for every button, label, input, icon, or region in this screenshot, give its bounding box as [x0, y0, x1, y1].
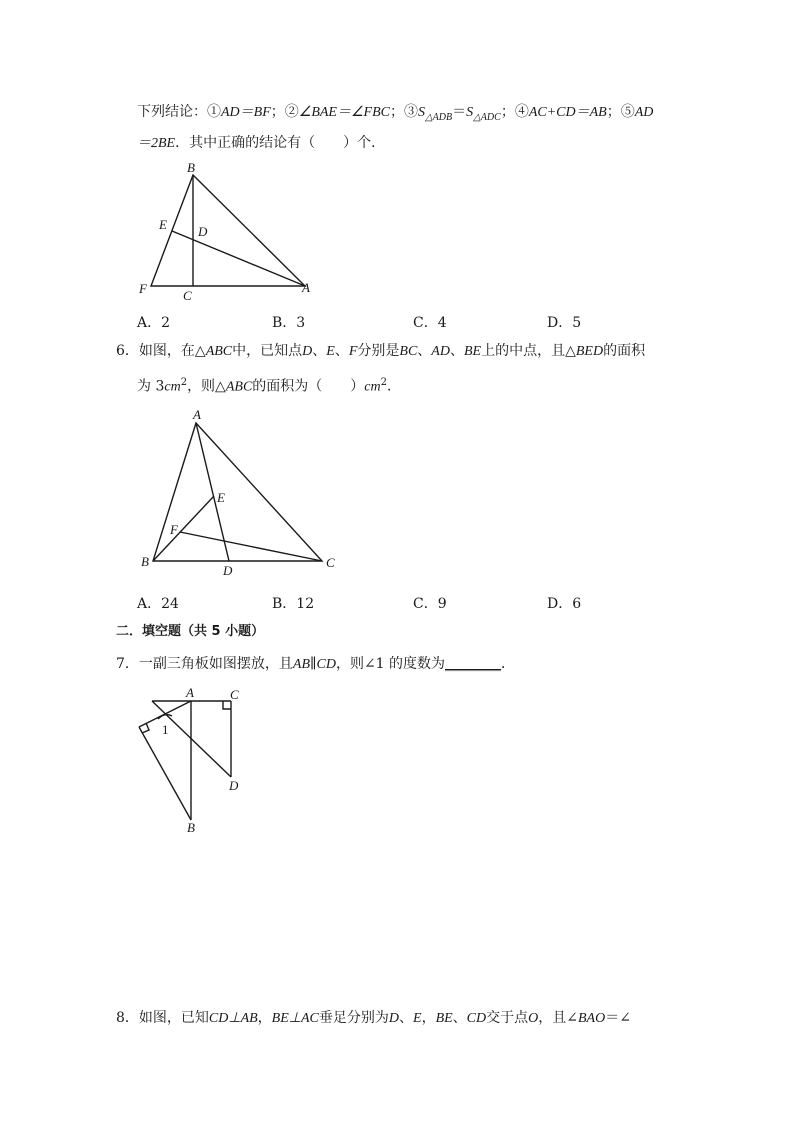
- text: 垂足分别为: [318, 1010, 389, 1026]
- segment-bc: BC: [399, 344, 418, 359]
- separator: 、: [334, 343, 349, 359]
- q5-option-a[interactable]: A．2: [137, 315, 171, 331]
- q7-right-angle-c: [223, 701, 231, 709]
- q5-conclusion-5-number: ⑤: [620, 104, 635, 120]
- q6-label-e: E: [217, 490, 225, 505]
- separator: 、: [312, 343, 327, 359]
- q5-conclusion-1-number: ①: [207, 104, 221, 120]
- q7-label-d: D: [229, 778, 239, 793]
- text: ，且∠: [538, 1010, 578, 1026]
- point-o: O: [528, 1011, 539, 1026]
- separator: ；: [500, 104, 515, 120]
- separator: ；: [389, 104, 404, 120]
- q7-label-a: A: [186, 685, 194, 700]
- text: 中，已知点: [232, 343, 303, 359]
- separator: 、: [399, 1010, 413, 1026]
- separator: 、: [452, 1010, 467, 1026]
- unit-cm: cm: [164, 379, 181, 395]
- q8-number: 8．: [116, 1010, 139, 1026]
- q5-conclusion-5: AD: [634, 105, 654, 120]
- text: 为 3: [137, 378, 165, 395]
- text: 如图，已知: [138, 1010, 209, 1026]
- segment-be: BE: [435, 1011, 453, 1026]
- q5-area-sub-adc: △ADC: [473, 111, 501, 123]
- separator: ；: [270, 104, 285, 120]
- separator: ；: [606, 104, 621, 120]
- q6-option-a[interactable]: A．24: [137, 596, 179, 612]
- triangle-bed: BED: [575, 344, 604, 359]
- q5-label-d: D: [198, 224, 208, 239]
- segment-cd: CD: [316, 657, 336, 672]
- q5-prefix: 下列结论：: [137, 104, 207, 120]
- triangle-abc: ABC: [205, 344, 233, 359]
- q5-question-suffix: ．其中正确的结论有（ ）个．: [175, 135, 386, 151]
- segment-ad: AD: [431, 344, 450, 359]
- q6-option-d[interactable]: D．6: [547, 596, 582, 612]
- text: 的面积: [603, 343, 646, 359]
- q5-label-c: C: [183, 288, 192, 303]
- text: ．: [387, 378, 401, 395]
- separator: 、: [449, 343, 464, 359]
- q5-option-c[interactable]: C．4: [413, 315, 447, 331]
- unit-cm: cm: [364, 379, 381, 395]
- q5-conclusion-1: AD＝BF: [221, 105, 271, 120]
- unit-exponent: 2: [180, 377, 188, 388]
- q5-conclusion-4: AC+CD＝AB: [528, 105, 607, 120]
- q6-number: 6．: [116, 343, 139, 359]
- q5-label-e: E: [159, 217, 167, 232]
- q5-option-d[interactable]: D．5: [547, 315, 582, 331]
- text: ，则△: [187, 378, 226, 395]
- be-perp-ac: BE⊥AC: [271, 1011, 319, 1026]
- q6-label-a: A: [193, 407, 201, 422]
- parallel-symbol: ∥: [310, 656, 317, 672]
- text: ＝∠: [605, 1010, 631, 1026]
- segment-be: BE: [463, 344, 482, 359]
- text: 分别是: [357, 343, 400, 359]
- text: 的面积为（ ）: [252, 378, 365, 395]
- q6-label-c: C: [326, 555, 335, 570]
- q7-label-b: B: [187, 820, 195, 835]
- q7-label-c: C: [230, 687, 239, 702]
- q7-segment-lower-leg: [139, 727, 191, 820]
- q5-conclusion-4-number: ④: [514, 104, 529, 120]
- point-e: E: [326, 344, 335, 359]
- q8-statement: [116, 1008, 631, 1029]
- q7-label-angle-1: 1: [162, 722, 169, 737]
- unit-exponent: 2: [380, 377, 387, 388]
- q5-area-sub-adb: △ADB: [424, 111, 453, 123]
- q6-label-f: F: [170, 522, 178, 537]
- point-e: E: [413, 1011, 422, 1026]
- point-d: D: [302, 344, 313, 359]
- separator: ，: [421, 1010, 436, 1026]
- triangle-abc: ABC: [225, 379, 253, 395]
- text: 如图，在△: [138, 343, 206, 359]
- segment-cd: CD: [466, 1011, 487, 1026]
- q5-conclusion-5-cont: ＝2BE: [137, 136, 176, 151]
- q5-conclusion-3-number: ③: [403, 104, 418, 120]
- separator: 、: [417, 343, 432, 359]
- point-f: F: [348, 344, 358, 359]
- q5-conclusion-2-number: ②: [284, 104, 299, 120]
- text: ，则∠1 的度数为: [335, 656, 446, 672]
- segment-ab: AB: [292, 657, 311, 672]
- q5-label-f: F: [139, 281, 147, 296]
- q6-option-c[interactable]: C．9: [413, 596, 447, 612]
- text: ．: [501, 656, 516, 672]
- q6-label-b: B: [141, 554, 149, 569]
- q7-number: 7．: [116, 656, 139, 672]
- q6-option-b[interactable]: B．12: [272, 596, 315, 612]
- q5-area-s: S: [466, 105, 474, 120]
- q5-option-b[interactable]: B．3: [272, 315, 306, 331]
- q5-label-b: B: [187, 160, 195, 175]
- q5-area-s: S: [417, 105, 425, 120]
- q7-answer-blank[interactable]: ________: [445, 656, 502, 672]
- q5-label-a: A: [302, 280, 310, 295]
- cd-perp-ab: CD⊥AB: [208, 1011, 258, 1026]
- equals: ＝: [452, 104, 467, 120]
- text: 上的中点，且△: [481, 343, 576, 359]
- section-heading-fill-in: 二．填空题（共 5 小题）: [116, 624, 265, 639]
- text: 一副三角板如图摆放，且: [138, 656, 293, 672]
- separator: ，: [257, 1010, 272, 1026]
- text: 交于点: [486, 1010, 529, 1026]
- q6-label-d: D: [223, 563, 233, 578]
- q5-conclusion-2: ∠BAE＝∠FBC: [298, 105, 390, 120]
- point-d: D: [388, 1011, 399, 1026]
- angle-bao: BAO: [577, 1011, 606, 1026]
